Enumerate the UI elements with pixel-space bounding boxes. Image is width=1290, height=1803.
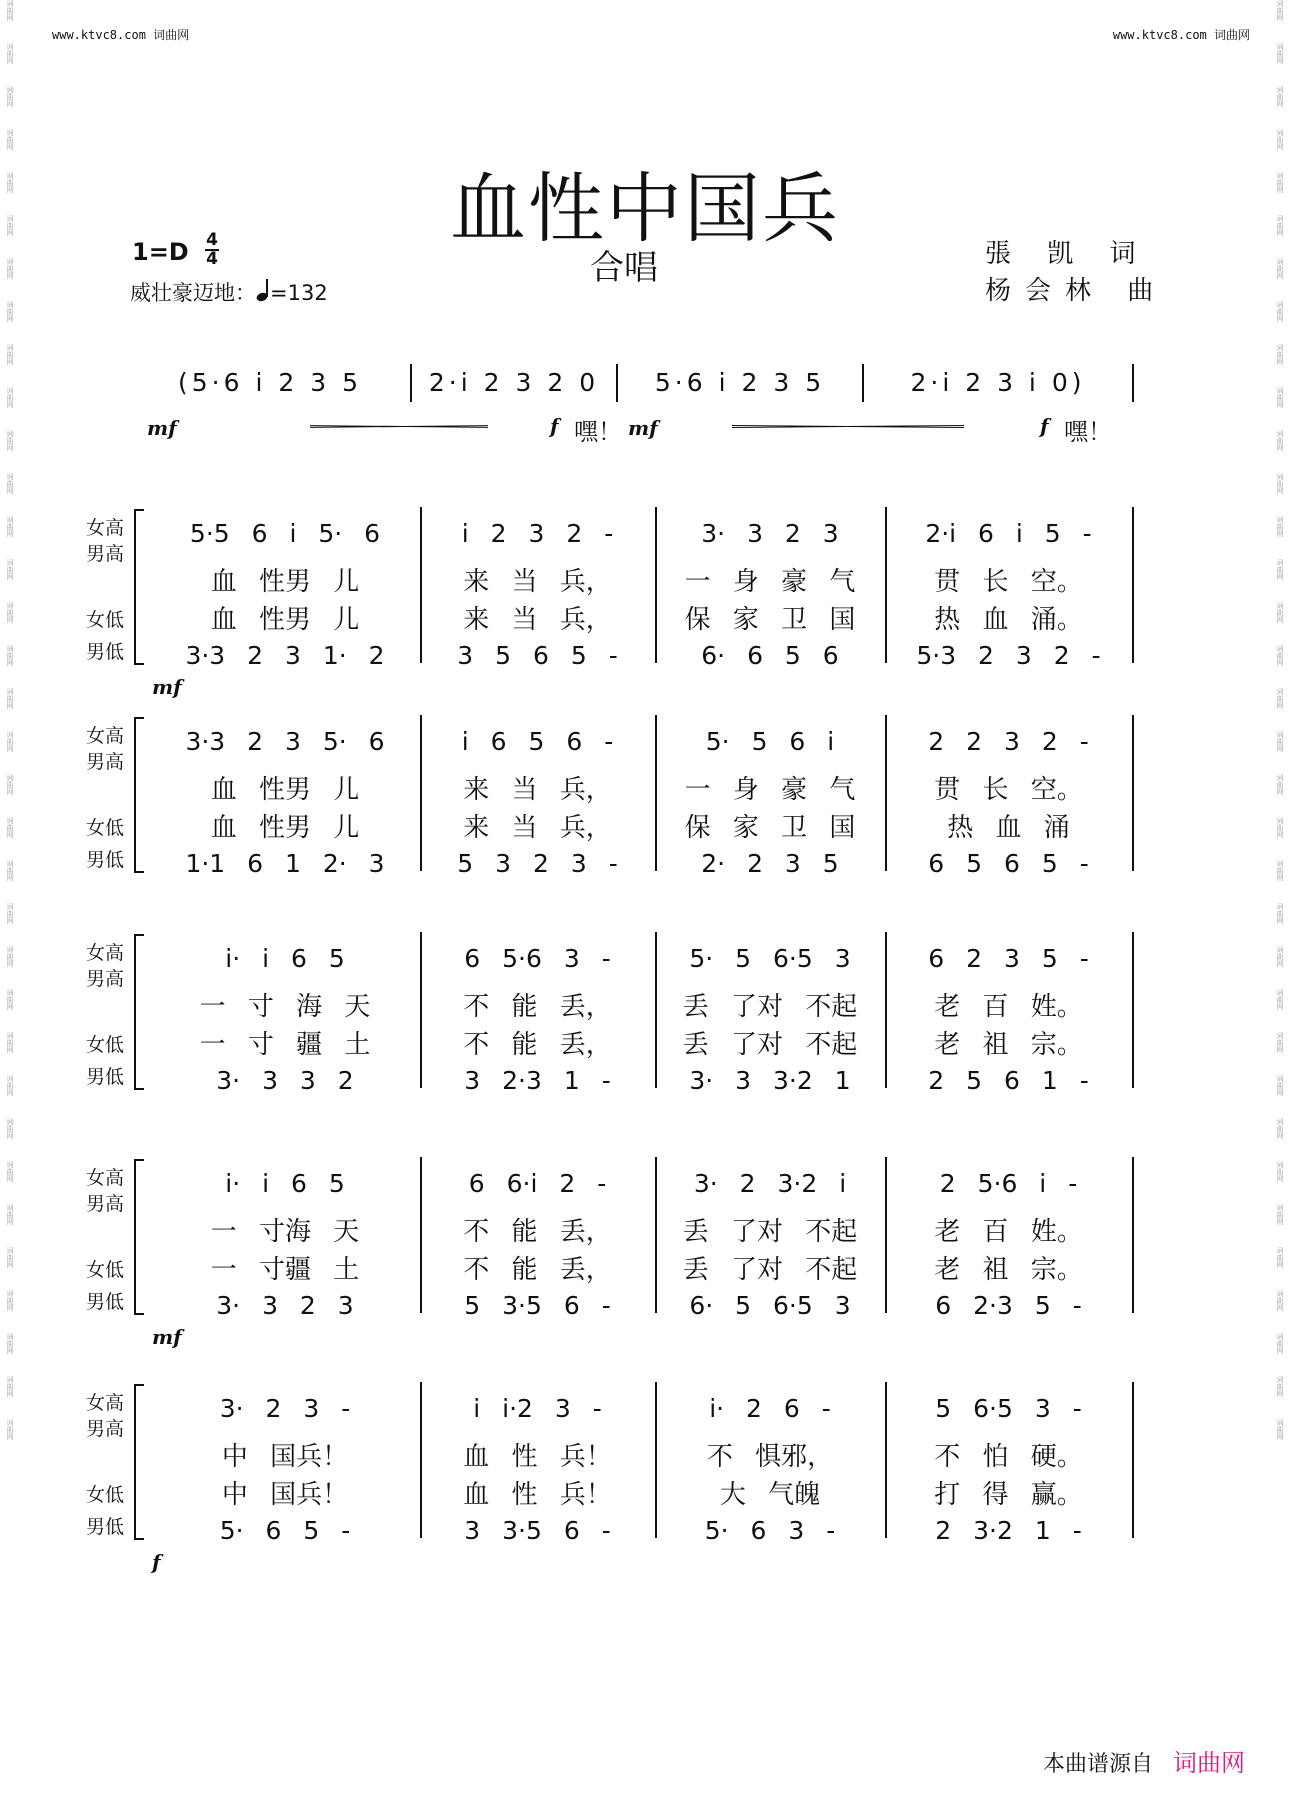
upper-measure-2: 6 5·6 3 - (464, 944, 611, 973)
lyric2-measure-3: 保 家 卫 国 (684, 813, 856, 843)
upper-measure-1: i· i 6 5 (225, 1169, 345, 1198)
lyricist-credit: 張 凯 词 (985, 239, 1150, 269)
score-system-4 (0, 1155, 1290, 1355)
lyric1-measure-4: 贯 长 空。 (934, 775, 1083, 805)
system-dynamic: f (152, 1550, 161, 1574)
score-system-5 (0, 1380, 1290, 1580)
edge-watermark-glyph: 词曲网 (6, 387, 14, 408)
edge-watermark-glyph: 词曲网 (6, 215, 14, 236)
intro-dyn-2: f (550, 414, 559, 438)
intro-system (0, 360, 1290, 450)
lower-measure-1: 3· 3 3 2 (216, 1066, 354, 1095)
edge-watermark-glyph: 词曲网 (6, 129, 14, 150)
lyric2-measure-4: 热 血 涌 (947, 813, 1070, 843)
upper-measure-3: 5· 5 6·5 3 (689, 944, 851, 973)
tempo-marking (130, 277, 328, 307)
label-bass: 男低 (86, 1516, 125, 1538)
lower-measure-2: 5 3·5 6 - (464, 1291, 611, 1320)
edge-watermark-glyph: 词曲网 (6, 0, 14, 21)
edge-watermark-glyph: 词曲网 (6, 1075, 14, 1096)
lyric1-measure-2: 来 当 兵， (463, 567, 612, 597)
lyric2-measure-1: 一 寸 疆 土 (199, 1030, 371, 1060)
source-brand[interactable]: 词曲网 (1173, 1749, 1245, 1777)
lower-measure-2: 3 3·5 6 - (464, 1516, 611, 1545)
upper-measure-1: 5·5 6 i 5· 6 (189, 519, 381, 548)
lyric1-measure-1: 一 寸海 天 (210, 1217, 360, 1247)
lower-measure-3: 5· 6 3 - (704, 1516, 836, 1545)
score-system-3 (0, 930, 1290, 1130)
edge-watermark-glyph: 词曲网 (1276, 516, 1284, 537)
edge-watermark-glyph: 词曲网 (6, 473, 14, 494)
edge-watermark-glyph: 词曲网 (6, 1118, 14, 1139)
watermark-left: www.ktvc8.com 词曲网 (52, 28, 190, 42)
lower-measure-1: 5· 6 5 - (219, 1516, 351, 1545)
edge-watermark-glyph: 词曲网 (1276, 0, 1284, 21)
edge-watermark-glyph: 词曲网 (6, 903, 14, 924)
edge-watermark-glyph: 词曲网 (1276, 1118, 1284, 1139)
lyric2-measure-2: 不 能 丢， (463, 1255, 612, 1285)
label-bass: 男低 (86, 641, 125, 663)
edge-watermark-glyph: 词曲网 (6, 301, 14, 322)
lyric1-measure-1: 一 寸 海 天 (199, 992, 371, 1022)
edge-watermark-glyph: 词曲网 (6, 43, 14, 64)
label-soprano: 女高 (86, 725, 125, 747)
tempo-value: =132 (270, 281, 328, 305)
edge-watermark-glyph: 词曲网 (1276, 688, 1284, 709)
lyric1-measure-4: 老 百 姓。 (934, 992, 1083, 1022)
label-alto: 女低 (86, 609, 125, 631)
upper-measure-3: 5· 5 6 i (705, 727, 835, 756)
intro-measure-3: 5·6 i 2 3 5 (654, 368, 826, 397)
lyric2-measure-4: 老 祖 宗。 (934, 1255, 1083, 1285)
label-soprano: 女高 (86, 517, 125, 539)
upper-measure-1: 3· 2 3 - (219, 1394, 351, 1423)
lower-measure-2: 3 2·3 1 - (464, 1066, 611, 1095)
key-signature: 1=D (132, 238, 189, 266)
lyric1-measure-2: 血 性 兵！ (463, 1442, 612, 1472)
edge-watermark-glyph: 词曲网 (1276, 1419, 1284, 1440)
lyric1-measure-1: 血 性男 儿 (210, 775, 360, 805)
label-tenor: 男高 (86, 1418, 125, 1440)
edge-watermark-glyph: 词曲网 (6, 860, 14, 881)
edge-watermark-glyph: 词曲网 (1276, 172, 1284, 193)
edge-watermark-glyph: 词曲网 (1276, 43, 1284, 64)
upper-measure-3: i· 2 6 - (709, 1394, 831, 1423)
edge-watermark-glyph: 词曲网 (1276, 258, 1284, 279)
lower-measure-4: 2 5 6 1 - (928, 1066, 1089, 1095)
label-soprano: 女高 (86, 1392, 125, 1414)
lyric2-measure-1: 血 性男 儿 (210, 813, 360, 843)
edge-watermark-glyph: 词曲网 (1276, 1032, 1284, 1053)
lower-measure-4: 6 5 6 5 - (928, 849, 1089, 878)
edge-watermark-glyph: 词曲网 (6, 688, 14, 709)
upper-measure-2: i 2 3 2 - (461, 519, 614, 548)
edge-watermark-glyph: 词曲网 (6, 1247, 14, 1268)
label-alto: 女低 (86, 817, 125, 839)
lyric2-measure-1: 一 寸疆 土 (210, 1255, 360, 1285)
upper-measure-4: 2·i 6 i 5 - (925, 519, 1092, 548)
lower-measure-4: 5·3 2 3 2 - (916, 641, 1101, 670)
time-signature (205, 232, 219, 268)
edge-watermark-glyph: 词曲网 (6, 1032, 14, 1053)
edge-watermark-glyph: 词曲网 (6, 1333, 14, 1354)
system-dynamic: mf (152, 675, 182, 699)
edge-watermark-glyph: 词曲网 (6, 516, 14, 537)
upper-measure-2: 6 6·i 2 - (468, 1169, 607, 1198)
lyric2-measure-2: 不 能 丢， (463, 1030, 612, 1060)
lyric2-measure-1: 中 国兵！ (221, 1480, 349, 1510)
edge-watermark-glyph: 词曲网 (1276, 344, 1284, 365)
lower-measure-3: 3· 3 3·2 1 (689, 1066, 851, 1095)
edge-watermark-glyph: 词曲网 (1276, 1333, 1284, 1354)
time-sig-bottom: 4 (206, 249, 218, 269)
lower-measure-2: 5 3 2 3 - (457, 849, 618, 878)
label-tenor: 男高 (86, 543, 125, 565)
lower-measure-1: 3·3 2 3 1· 2 (185, 641, 385, 670)
lyric2-measure-2: 血 性 兵！ (463, 1480, 612, 1510)
lyric2-measure-3: 丢 了对 不起 (682, 1030, 858, 1060)
edge-watermark-glyph: 词曲网 (6, 172, 14, 193)
lower-measure-3: 6· 6 5 6 (701, 641, 839, 670)
lyric1-measure-4: 老 百 姓。 (934, 1217, 1083, 1247)
edge-watermark-glyph: 词曲网 (1276, 559, 1284, 580)
edge-watermark-glyph: 词曲网 (6, 645, 14, 666)
edge-watermark-glyph: 词曲网 (1276, 387, 1284, 408)
edge-watermark-glyph: 词曲网 (1276, 602, 1284, 623)
lyric2-measure-2: 来 当 兵， (463, 813, 612, 843)
edge-watermark-glyph: 词曲网 (6, 430, 14, 451)
watermark-right: www.ktvc8.com 词曲网 (1112, 28, 1250, 42)
lyric2-measure-4: 老 祖 宗。 (934, 1030, 1083, 1060)
edge-watermark-glyph: 词曲网 (6, 559, 14, 580)
lower-measure-4: 2 3·2 1 - (935, 1516, 1082, 1545)
quarter-note-icon (256, 278, 270, 307)
lyric1-measure-4: 不 怕 硬。 (934, 1442, 1083, 1472)
lower-measure-2: 3 5 6 5 - (457, 641, 618, 670)
intro-dyn-4: f (1040, 414, 1049, 438)
upper-measure-4: 6 2 3 5 - (928, 944, 1089, 973)
lyric2-measure-4: 打 得 赢。 (934, 1480, 1083, 1510)
tempo-text: 威壮豪迈地： (130, 281, 256, 305)
label-bass: 男低 (86, 1066, 125, 1088)
label-tenor: 男高 (86, 1193, 125, 1215)
lyric2-measure-3: 保 家 卫 国 (684, 605, 856, 635)
label-soprano: 女高 (86, 942, 125, 964)
time-sig-top: 4 (206, 230, 218, 250)
edge-watermark-glyph: 词曲网 (1276, 1161, 1284, 1182)
source-credit (1043, 1743, 1245, 1778)
edge-watermark-glyph: 词曲网 (1276, 1376, 1284, 1397)
label-bass: 男低 (86, 849, 125, 871)
lyric1-measure-3: 一 身 豪 气 (684, 567, 856, 597)
intro-dyn-3: mf (628, 416, 658, 440)
lower-measure-4: 6 2·3 5 - (935, 1291, 1082, 1320)
lower-measure-3: 2· 2 3 5 (701, 849, 839, 878)
edge-watermark-glyph: 词曲网 (6, 344, 14, 365)
lyric1-measure-1: 中 国兵！ (221, 1442, 349, 1472)
label-bass: 男低 (86, 1291, 125, 1313)
lyric2-measure-3: 丢 了对 不起 (682, 1255, 858, 1285)
lower-measure-1: 1·1 6 1 2· 3 (185, 849, 385, 878)
lyric2-measure-1: 血 性男 儿 (210, 605, 360, 635)
upper-measure-1: i· i 6 5 (225, 944, 345, 973)
intro-shout-2: 嘿！ (1064, 418, 1112, 446)
label-tenor: 男高 (86, 751, 125, 773)
edge-watermark-glyph: 词曲网 (1276, 774, 1284, 795)
edge-watermark-glyph: 词曲网 (1276, 129, 1284, 150)
lyric1-measure-1: 血 性男 儿 (210, 567, 360, 597)
lyric1-measure-3: 不 惧邪， (706, 1442, 834, 1472)
label-alto: 女低 (86, 1034, 125, 1056)
intro-measure-2: 2·i 2 3 2 0 (428, 368, 600, 397)
label-alto: 女低 (86, 1484, 125, 1506)
composer-credit: 杨会林 曲 (985, 276, 1168, 306)
upper-measure-4: 2 2 3 2 - (928, 727, 1089, 756)
lower-measure-1: 3· 3 2 3 (216, 1291, 354, 1320)
edge-watermark-glyph: 词曲网 (1276, 731, 1284, 752)
edge-watermark-glyph: 词曲网 (6, 1376, 14, 1397)
edge-watermark-glyph: 词曲网 (6, 731, 14, 752)
edge-watermark-glyph: 词曲网 (1276, 817, 1284, 838)
upper-measure-2: i 6 5 6 - (461, 727, 614, 756)
edge-watermark-glyph: 词曲网 (1276, 86, 1284, 107)
lyric2-measure-2: 来 当 兵， (463, 605, 612, 635)
lyric1-measure-4: 贯 长 空。 (934, 567, 1083, 597)
edge-watermark-glyph: 词曲网 (1276, 989, 1284, 1010)
edge-watermark-glyph: 词曲网 (6, 989, 14, 1010)
edge-watermark-glyph: 词曲网 (1276, 645, 1284, 666)
lyric2-measure-4: 热 血 涌。 (934, 605, 1083, 635)
song-subtitle: 合唱 (590, 248, 658, 288)
intro-measure-1: (5·6 i 2 3 5 (178, 368, 362, 397)
edge-watermark-glyph: 词曲网 (1276, 473, 1284, 494)
edge-watermark-glyph: 词曲网 (1276, 215, 1284, 236)
edge-watermark-glyph: 词曲网 (6, 946, 14, 967)
intro-dyn-1: mf (147, 416, 177, 440)
edge-watermark-glyph: 词曲网 (6, 1419, 14, 1440)
system-dynamic: mf (152, 1325, 182, 1349)
upper-measure-3: 3· 2 3·2 i (693, 1169, 847, 1198)
intro-shout-1: 嘿！ (574, 418, 622, 446)
edge-watermark-glyph: 词曲网 (1276, 301, 1284, 322)
upper-measure-4: 5 6·5 3 - (935, 1394, 1082, 1423)
upper-measure-4: 2 5·6 i - (939, 1169, 1078, 1198)
label-alto: 女低 (86, 1259, 125, 1281)
lyric1-measure-2: 不 能 丢， (463, 1217, 612, 1247)
intro-measure-4: 2·i 2 3 i 0) (910, 368, 1086, 397)
lyric2-measure-3: 大 气魄 (719, 1480, 821, 1510)
edge-watermark-glyph: 词曲网 (1276, 903, 1284, 924)
score-system-2 (0, 713, 1290, 913)
edge-watermark-glyph: 词曲网 (1276, 1204, 1284, 1225)
score-system-1 (0, 505, 1290, 705)
edge-watermark-glyph: 词曲网 (1276, 860, 1284, 881)
edge-watermark-glyph: 词曲网 (6, 1161, 14, 1182)
edge-watermark-glyph: 词曲网 (1276, 946, 1284, 967)
lyric1-measure-3: 丢 了对 不起 (682, 1217, 858, 1247)
edge-watermark-glyph: 词曲网 (6, 1290, 14, 1311)
edge-watermark-glyph: 词曲网 (1276, 430, 1284, 451)
edge-watermark-glyph: 词曲网 (6, 86, 14, 107)
label-soprano: 女高 (86, 1167, 125, 1189)
lyric1-measure-3: 丢 了对 不起 (682, 992, 858, 1022)
edge-watermark-glyph: 词曲网 (1276, 1075, 1284, 1096)
edge-watermark-glyph: 词曲网 (6, 774, 14, 795)
edge-watermark-glyph: 词曲网 (1276, 1290, 1284, 1311)
lyric1-measure-3: 一 身 豪 气 (684, 775, 856, 805)
upper-measure-2: i i·2 3 - (473, 1394, 602, 1423)
edge-watermark-glyph: 词曲网 (6, 817, 14, 838)
lyric1-measure-2: 不 能 丢， (463, 992, 612, 1022)
upper-measure-3: 3· 3 2 3 (701, 519, 839, 548)
song-title: 血性中国兵 (450, 164, 840, 253)
label-tenor: 男高 (86, 968, 125, 990)
upper-measure-1: 3·3 2 3 5· 6 (185, 727, 385, 756)
source-text: 本曲谱源自 (1042, 1752, 1153, 1777)
edge-watermark-glyph: 词曲网 (6, 602, 14, 623)
lower-measure-3: 6· 5 6·5 3 (689, 1291, 851, 1320)
lyric1-measure-2: 来 当 兵， (463, 775, 612, 805)
edge-watermark-glyph: 词曲网 (1276, 1247, 1284, 1268)
edge-watermark-glyph: 词曲网 (6, 258, 14, 279)
edge-watermark-glyph: 词曲网 (6, 1204, 14, 1225)
